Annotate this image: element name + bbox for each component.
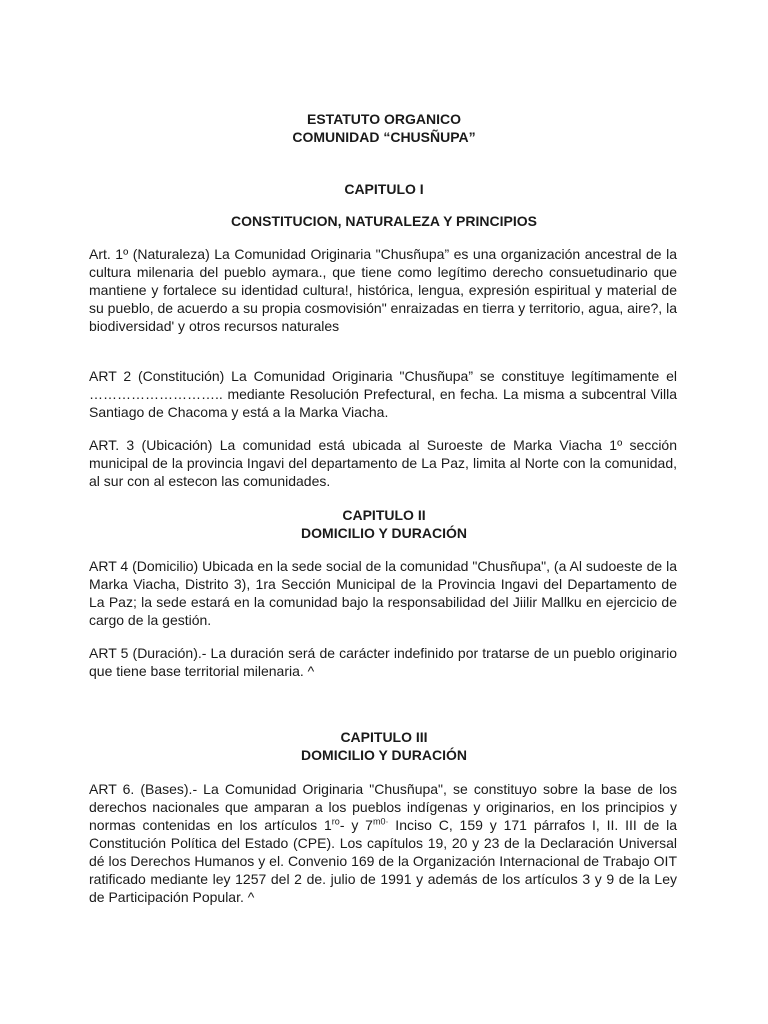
chapter-1-heading: CAPITULO I xyxy=(344,181,424,197)
document-subtitle: COMUNIDAD “CHUSÑUPA” xyxy=(292,129,476,145)
chapter-1-subheading: CONSTITUCION, NATURALEZA Y PRINCIPIOS xyxy=(231,213,537,229)
article-1: Art. 1º (Naturaleza) La Comunidad Originaria "Chusñupa” es una organización ancestral de la cultura milenaria del pueblo aymara., que tiene como legítimo derecho consuetudinario que mantiene y fortalece su identidad cultura!, histórica, lengua, expresión espiritual y material de su pueblo, de acuerdo a su propia cosmovisión" enraizadas en tierra y territorio, agua, aire?, la biodiversidad' y otros recursos naturales xyxy=(89,246,677,334)
article-5: ART 5 (Duración).- La duración será de carácter indefinido por tratarse de un pueblo originario que tiene base territorial milenaria. ^ xyxy=(89,645,677,679)
chapter-2-heading: CAPITULO II xyxy=(342,507,426,523)
article-6-superscript-1: ro xyxy=(331,816,340,827)
article-3: ART. 3 (Ubicación) La comunidad está ubicada al Suroeste de Marka Viacha 1º sección municipal de la provincia Ingavi del departamento de La Paz, limita al Norte con la comunidad, al sur con al estecon las comunidades. xyxy=(89,437,677,489)
chapter-2-subheading: DOMICILIO Y DURACIÓN xyxy=(301,525,467,541)
article-6 xyxy=(89,780,677,906)
article-6-text-part-3: Inciso C, 159 y 171 párrafos I, II. III de la Constitución Política del Estado (CPE). Los capítulos 19, 20 y 23 de la Declaración Universal dé los Derechos Humanos y el. Convenio 169 de la Organización Internacional de Trabajo OIT ratificado mediante ley 1257 del 2 de. julio de 1991 y además de los artículos 3 y 9 de la Ley de Participación Popular. ^ xyxy=(89,817,677,905)
article-2: ART 2 (Constitución) La Comunidad Originaria "Chusñupa” se constituye legítimamente el ……………………….. mediante Resolución Prefectural, en fecha. La misma a subcentral Villa Santiago de Chacoma y está a la Marka Viacha. xyxy=(89,368,677,420)
chapter-3-heading: CAPITULO III xyxy=(340,729,428,745)
article-6-superscript-2: m0· xyxy=(372,816,389,827)
article-6-text-part-1: ART 6. (Bases).- La Comunidad Originaria "Chusñupa", se constituyo sobre la base de los derechos nacionales que amparan a los pueblos indígenas y originarios, en los principios y normas contenidas en los artículos 1 xyxy=(89,781,677,833)
article-4: ART 4 (Domicilio) Ubicada en la sede social de la comunidad "Chusñupa", (a Al sudoeste de la Marka Viacha, Distrito 3), 1ra Sección Municipal de la Provincia Ingavi del Departamento de La Paz; la sede estará en la comunidad bajo la responsabilidad del Jiilir Mallku en ejercicio de cargo de la gestión. xyxy=(89,558,677,628)
article-6-text-part-2: - y 7 xyxy=(339,817,373,833)
document-title: ESTATUTO ORGANICO xyxy=(307,111,461,127)
chapter-3-subheading: DOMICILIO Y DURACIÓN xyxy=(301,747,467,763)
